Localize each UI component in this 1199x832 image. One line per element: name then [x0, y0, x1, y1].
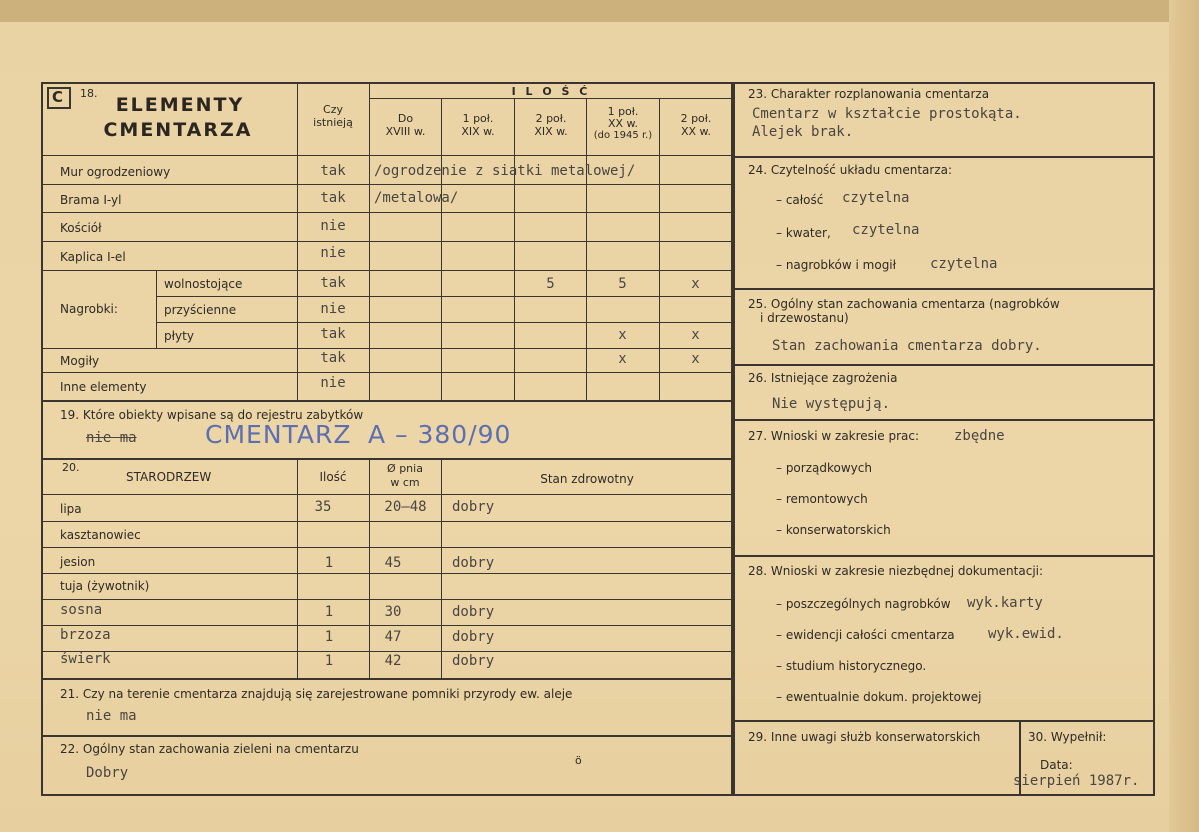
- tree-size: 20–48: [384, 499, 427, 515]
- col-ilosc: I L O Ś Ć: [511, 85, 591, 98]
- tree-state: dobry: [452, 629, 495, 645]
- row-label-wolnostojace: wolnostojące: [164, 277, 243, 291]
- grid-line: [441, 98, 442, 400]
- tree-count: 35: [314, 499, 332, 515]
- row-value-mogily-p4: x: [618, 351, 627, 367]
- section-27-title: 27. Wnioski w zakresie prac:: [748, 429, 920, 443]
- grid-line: [42, 521, 732, 522]
- col-stan-zdrowotny: Stan zdrowotny: [540, 472, 634, 486]
- col-period-3a: 2 poł.: [535, 112, 567, 125]
- grid-line: [369, 98, 732, 99]
- section-29-title: 29. Inne uwagi służb konserwatorskich: [748, 730, 981, 744]
- row-value-wolno-p3: 5: [546, 276, 555, 292]
- grid-line: [42, 155, 732, 156]
- row-value-mogily-p5: x: [691, 351, 700, 367]
- row-exists-plyty: tak: [320, 326, 346, 342]
- section-23-title: 23. Charakter rozplanowania cmentarza: [748, 87, 990, 101]
- section-24-item-value: czytelna: [842, 190, 910, 206]
- col-period-4b: XX w.: [607, 117, 639, 130]
- col-czy-istnieja-1: Czy: [323, 103, 343, 116]
- grid-line: [42, 494, 732, 495]
- tree-state: dobry: [452, 499, 495, 515]
- tree-state: dobry: [452, 653, 495, 669]
- section-22-value: Dobry: [86, 765, 129, 781]
- section-letter: C: [52, 88, 64, 106]
- grid-line: [156, 296, 732, 297]
- row-exists-wolnostojace: tak: [320, 275, 346, 291]
- col-period-1b: XVIII w.: [385, 125, 426, 138]
- tree-count: 1: [324, 629, 334, 645]
- section-28-item-label: – ewentualnie dokum. projektowej: [776, 690, 982, 704]
- grid-line: [734, 288, 1154, 290]
- section-24-item-label: – całość: [776, 193, 824, 207]
- col-period-2b: XIX w.: [461, 125, 495, 138]
- col-fi-1: Ø pnia: [387, 462, 423, 475]
- tree-name: tuja (żywotnik): [60, 579, 150, 593]
- nagrobki-label: Nagrobki:: [60, 302, 118, 316]
- section-21-title: 21. Czy na terenie cmentarza znajdują się zarejestrowane pomniki przyrody ew. aleje: [60, 687, 573, 701]
- section-27-item: – porządkowych: [776, 461, 872, 475]
- section-27-item: – konserwatorskich: [776, 523, 891, 537]
- row-exists-inne: nie: [320, 375, 346, 391]
- tree-count: 1: [324, 653, 334, 669]
- section-23-line1: Cmentarz w kształcie prostokąta.: [752, 106, 1022, 122]
- section-28-item-value: wyk.karty: [967, 595, 1043, 611]
- section-25-value: Stan zachowania cmentarza dobry.: [772, 338, 1042, 354]
- grid-line: [42, 400, 732, 402]
- row-label-przyscienne: przyścienne: [164, 303, 237, 317]
- row-label-kosciol: Kościół: [60, 221, 102, 235]
- grid-line: [156, 270, 157, 348]
- section-19-handwritten-name: CMENTARZ: [205, 420, 352, 449]
- section-21-value: nie ma: [86, 708, 137, 724]
- col-fi-2: w cm: [390, 476, 420, 489]
- col-period-5b: XX w.: [680, 125, 712, 138]
- grid-line: [42, 573, 732, 574]
- grid-line: [42, 184, 732, 185]
- section-30-date-value: sierpień 1987r.: [1013, 773, 1140, 789]
- col-period-4a: 1 poł.: [607, 105, 639, 118]
- col-period-4c: (do 1945 r.): [593, 130, 653, 141]
- grid-line: [42, 678, 732, 680]
- row-exists-przyscienne: nie: [320, 301, 346, 317]
- row-label-plyty: płyty: [164, 329, 194, 343]
- section-28-item-label: – studium historycznego.: [776, 659, 927, 673]
- section-22-title: 22. Ogólny stan zachowania zieleni na cmentarzu: [60, 742, 359, 756]
- section-27-item: – remontowych: [776, 492, 868, 506]
- tree-name: brzoza: [60, 627, 111, 643]
- paper-edge-top: [0, 0, 1199, 22]
- col-period-3b: XIX w.: [534, 125, 568, 138]
- section-25-title-1: 25. Ogólny stan zachowania cmentarza (nagrobków: [748, 297, 1060, 311]
- paper-edge-right: [1169, 0, 1199, 832]
- section-19-title: 19. Które obiekty wpisane są do rejestru zabytków: [60, 408, 364, 422]
- grid-line: [42, 547, 732, 548]
- section-28-title: 28. Wnioski w zakresie niezbędnej dokumentacji:: [748, 564, 1044, 578]
- section-27-title-value: zbędne: [954, 428, 1005, 444]
- row-exists-brama: tak: [320, 190, 346, 206]
- grid-line: [42, 625, 732, 626]
- tree-name: świerk: [60, 651, 111, 667]
- row-label-mogily: Mogiły: [60, 354, 100, 368]
- col-period-1a: Do: [397, 112, 414, 125]
- row-value-wolno-p4: 5: [618, 276, 627, 292]
- grid-line: [42, 599, 732, 600]
- grid-line: [369, 84, 370, 400]
- section-30-title: 30. Wypełnił:: [1028, 730, 1107, 744]
- row-note-brama: /metalowa/: [374, 190, 459, 206]
- tree-size: 30: [384, 604, 402, 620]
- grid-line: [42, 270, 732, 271]
- section-26-title: 26. Istniejące zagrożenia: [748, 371, 898, 385]
- col-ilosc-trees: Ilość: [319, 470, 347, 484]
- row-note-mur: /ogrodzenie z siatki metalowej/: [374, 163, 636, 179]
- row-exists-mur: tak: [320, 163, 346, 179]
- section-28-item-label: – poszczególnych nagrobków: [776, 597, 951, 611]
- row-label-brama: Brama I-yl: [60, 193, 122, 207]
- col-czy-istnieja-2: istnieją: [313, 116, 353, 129]
- section-24-title: 24. Czytelność układu cmentarza:: [748, 163, 953, 177]
- section-20-number: 20.: [62, 461, 80, 474]
- row-exists-mogily: tak: [320, 350, 346, 366]
- grid-line: [734, 720, 1154, 722]
- section-24-item-value: czytelna: [852, 222, 920, 238]
- section-19-struck-value: nie ma: [86, 430, 137, 446]
- section-28-item-label: – ewidencji całości cmentarza: [776, 628, 955, 642]
- row-label-mur: Mur ogrodzeniowy: [60, 165, 171, 179]
- section-20-title: STARODRZEW: [126, 470, 212, 484]
- grid-line: [734, 156, 1154, 158]
- tree-name: sosna: [60, 602, 103, 618]
- section-24-item-value: czytelna: [930, 256, 998, 272]
- grid-line: [42, 348, 732, 349]
- grid-line: [42, 372, 732, 373]
- col-period-2a: 1 poł.: [462, 112, 494, 125]
- row-label-kaplica: Kaplica I-el: [60, 250, 126, 264]
- grid-line: [514, 98, 515, 400]
- section-24-item-label: – kwater,: [776, 226, 831, 240]
- grid-line: [441, 458, 442, 678]
- grid-line: [734, 419, 1154, 421]
- tree-count: 1: [324, 604, 334, 620]
- section-28-item-value: wyk.ewid.: [988, 626, 1064, 642]
- row-value-wolno-p5: x: [691, 276, 700, 292]
- grid-line: [42, 212, 732, 213]
- grid-line: [734, 364, 1154, 366]
- elements-title-line2: CMENTARZA: [103, 119, 253, 141]
- grid-line: [156, 322, 732, 323]
- tree-state: dobry: [452, 604, 495, 620]
- tree-size: 47: [384, 629, 402, 645]
- tree-state: dobry: [452, 555, 495, 571]
- section-26-value: Nie występują.: [772, 396, 891, 412]
- grid-line: [42, 241, 732, 242]
- row-label-inne: Inne elementy: [60, 380, 147, 394]
- grid-line: [42, 458, 732, 460]
- section-22-mark: ö: [575, 754, 582, 767]
- row-exists-kaplica: nie: [320, 245, 346, 261]
- section-24-item-label: – nagrobków i mogił: [776, 258, 897, 272]
- section-19-handwritten-number: A – 380/90: [368, 420, 512, 449]
- tree-name: jesion: [60, 555, 96, 569]
- col-period-5a: 2 poł.: [680, 112, 712, 125]
- grid-line: [42, 651, 732, 652]
- tree-size: 45: [384, 555, 402, 571]
- tree-size: 42: [384, 653, 402, 669]
- section-23-line2: Alejek brak.: [752, 124, 854, 140]
- tree-count: 1: [324, 555, 334, 571]
- row-exists-kosciol: nie: [320, 218, 346, 234]
- row-value-plyty-p4: x: [618, 327, 627, 343]
- section-25-title-2: i drzewostanu): [760, 311, 849, 325]
- grid-line: [734, 555, 1154, 557]
- tree-name: lipa: [60, 502, 82, 516]
- grid-line: [42, 735, 732, 737]
- elements-title-line1: ELEMENTY: [115, 94, 245, 116]
- section-18-number: 18.: [80, 87, 98, 100]
- section-30-date-label: Data:: [1040, 758, 1073, 772]
- row-value-plyty-p5: x: [691, 327, 700, 343]
- tree-name: kasztanowiec: [60, 528, 141, 542]
